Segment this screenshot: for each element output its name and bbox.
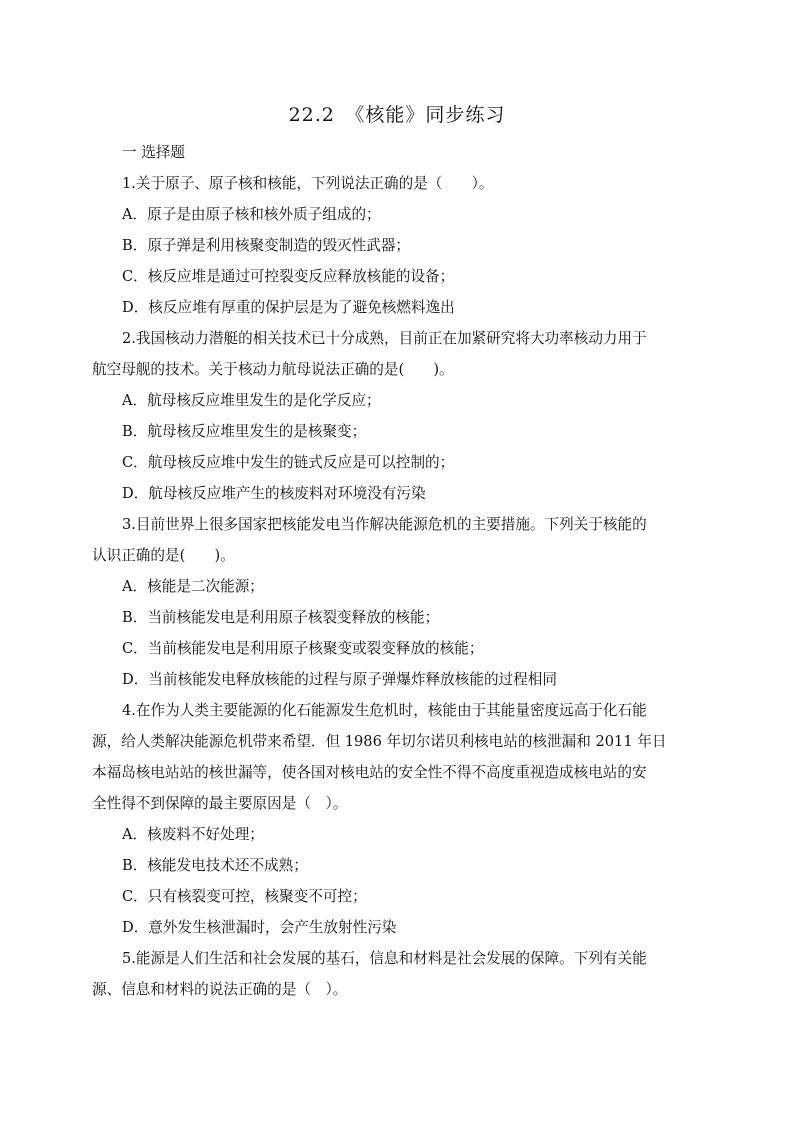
question-2-option-c: C．航母核反应堆中发生的链式反应是可以控制的； xyxy=(122,454,455,471)
question-stem-line: 5.能源是人们生活和社会发展的基石，信息和材料是社会发展的保障。下列有关能 xyxy=(122,950,647,967)
question-stem-line: 4.在作为人类主要能源的化石能源发生危机时，核能由于其能量密度远高于化石能 xyxy=(122,702,647,719)
question-4-option-d: D．意外发生核泄漏时，会产生放射性污染 xyxy=(122,919,397,936)
question-4-option-a: A．核废料不好处理； xyxy=(122,826,264,843)
page-title: 22.2 《核能》同步练习 xyxy=(288,104,506,126)
question-4-option-b: B．核能发电技术还不成熟； xyxy=(122,857,308,874)
question-stem-line: 2.我国核动力潜艇的相关技术已十分成熟，目前正在加紧研究将大功率核动力用于 xyxy=(122,330,647,347)
question-2-option-b: B．航母核反应堆里发生的是核聚变； xyxy=(122,423,367,440)
question-stem-line: 认识正确的是( )。 xyxy=(92,547,235,564)
question-4-stem xyxy=(92,695,704,819)
question-stem-line: 3.目前世界上很多国家把核能发电当作解决能源危机的主要措施。下列关于核能的 xyxy=(122,516,647,533)
question-stem-line: 本福岛核电站站的核世漏等，使各国对核电站的安全性不得不高度重视造成核电站的安 xyxy=(92,764,647,781)
question-stem-line: 全性得不到保障的最主要原因是（ ）。 xyxy=(92,795,348,812)
question-stem-line: 源、信息和材料的说法正确的是（ ）。 xyxy=(92,981,348,998)
question-2-stem xyxy=(92,323,704,385)
question-3-option-c: C．当前核能发电是利用原子核聚变或裂变释放的核能； xyxy=(122,640,484,657)
question-4-option-c: C．只有核裂变可控，核聚变不可控； xyxy=(122,888,367,905)
question-3-stem xyxy=(92,509,704,571)
question-2-option-d: D．航母核反应堆产生的核废料对环境没有污染 xyxy=(122,485,426,502)
question-stem-line: 航空母舰的技术。关于核动力航母说法正确的是( )。 xyxy=(92,361,454,378)
section-heading: 一 选择题 xyxy=(122,144,186,161)
question-1-stem xyxy=(92,168,704,199)
question-1-option-c: C．核反应堆是通过可控裂变反应释放核能的设备； xyxy=(122,268,455,285)
question-1-option-b: B．原子弹是利用核聚变制造的毁灭性武器； xyxy=(122,237,411,254)
question-3-option-d: D．当前核能发电释放核能的过程与原子弹爆炸释放核能的过程相同 xyxy=(122,671,557,688)
question-stem-line: 1.关于原子、原子核和核能，下列说法正确的是（ ）。 xyxy=(122,175,494,192)
question-3-option-a: A．核能是二次能源； xyxy=(122,578,264,595)
question-1-option-d: D．核反应堆有厚重的保护层是为了避免核燃料逸出 xyxy=(122,299,455,316)
question-5-stem xyxy=(92,943,704,1005)
question-2-option-a: A．航母核反应堆里发生的是化学反应； xyxy=(122,392,381,409)
document-body xyxy=(92,137,704,1005)
question-3-option-b: B．当前核能发电是利用原子核裂变释放的核能； xyxy=(122,609,440,626)
question-stem-line: 源，给人类解决能源危机带来希望．但 1986 年切尔诺贝利核电站的核泄漏和 2011 年日 xyxy=(92,733,667,750)
question-1-option-a: A．原子是由原子核和核外质子组成的； xyxy=(122,206,381,223)
